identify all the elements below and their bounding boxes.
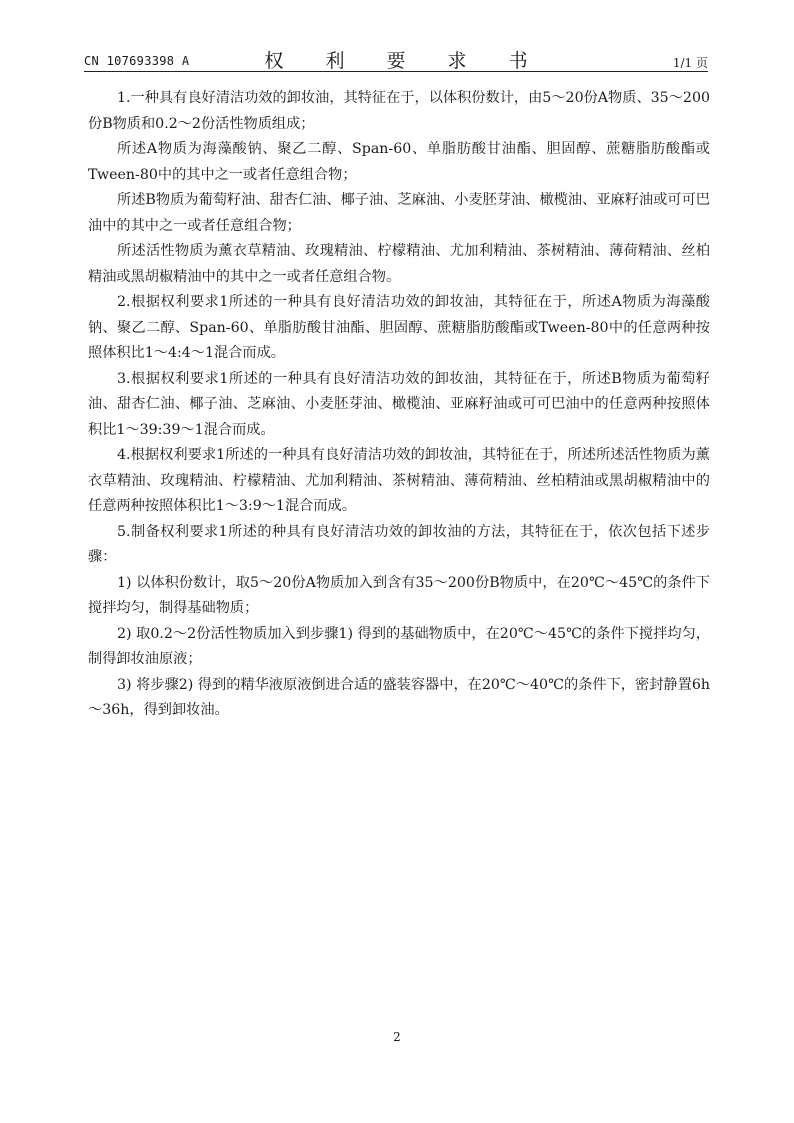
claim-2-paragraph: 2.根据权利要求1所述的一种具有良好清洁功效的卸妆油，其特征在于，所述A物质为海藻酸钠、聚乙二醇、Span-60、单脂肪酸甘油酯、胆固醇、蔗糖脂肪酸酯或Tween-80中的任意两种按照体积比1～4:4～1混合而成。 <box>88 294 710 361</box>
page-number: 2 <box>393 1030 401 1044</box>
claim-3-paragraph: 3.根据权利要求1所述的一种具有良好清洁功效的卸妆油，其特征在于，所述B物质为葡萄籽油、甜杏仁油、椰子油、芝麻油、小麦胚芽油、橄榄油、亚麻籽油或可可巴油中的任意两种按照体积比1～39:39～1混合而成。 <box>88 370 710 438</box>
claim-1-substance-b: 所述B物质为葡萄籽油、甜杏仁油、椰子油、芝麻油、小麦胚芽油、橄榄油、亚麻籽油或可可巴油中的其中之一或者任意组合物； <box>88 192 710 234</box>
claim-1-paragraph: 1.一种具有良好清洁功效的卸妆油，其特征在于，以体积份数计，由5～20份A物质、35～200份B物质和0.2～2份活性物质组成； <box>88 90 710 132</box>
claims-body <box>88 86 710 724</box>
page-indicator: 1/1 页 <box>672 56 708 70</box>
page-header <box>84 44 708 70</box>
publication-number: CN 107693398 A <box>84 54 190 68</box>
header-divider <box>84 71 708 72</box>
claim-5-step-1: 1) 以体积份数计，取5～20份A物质加入到含有35～200份B物质中，在20℃～45℃的条件下搅拌均匀，制得基础物质； <box>88 574 710 616</box>
claim-5-paragraph: 5.制备权利要求1所述的种具有良好清洁功效的卸妆油的方法，其特征在于，依次包括下述步骤： <box>88 523 710 565</box>
claim-1-active-substance: 所述活性物质为薰衣草精油、玫瑰精油、柠檬精油、尤加利精油、茶树精油、薄荷精油、丝柏精油或黑胡椒精油中的其中之一或者任意组合物。 <box>88 243 710 285</box>
document-title: 权 利 要 求 书 <box>264 50 546 72</box>
claim-1-substance-a: 所述A物质为海藻酸钠、聚乙二醇、Span-60、单脂肪酸甘油酯、胆固醇、蔗糖脂肪酸酯或Tween-80中的其中之一或者任意组合物； <box>88 141 710 183</box>
claim-5-step-3: 3) 将步骤2) 得到的精华液原液倒进合适的盛装容器中，在20℃～40℃的条件下，密封静置6h～36h，得到卸妆油。 <box>88 676 710 718</box>
claim-5-step-2: 2) 取0.2～2份活性物质加入到步骤1) 得到的基础物质中，在20℃～45℃的条件下搅拌均匀，制得卸妆油原液； <box>88 625 710 667</box>
claim-4-paragraph: 4.根据权利要求1所述的一种具有良好清洁功效的卸妆油，其特征在于，所述所述活性物质为薰衣草精油、玫瑰精油、柠檬精油、尤加利精油、茶树精油、薄荷精油、丝柏精油或黑胡椒精油中的任意两种按照体积比1～3:9～1混合而成。 <box>88 447 710 514</box>
